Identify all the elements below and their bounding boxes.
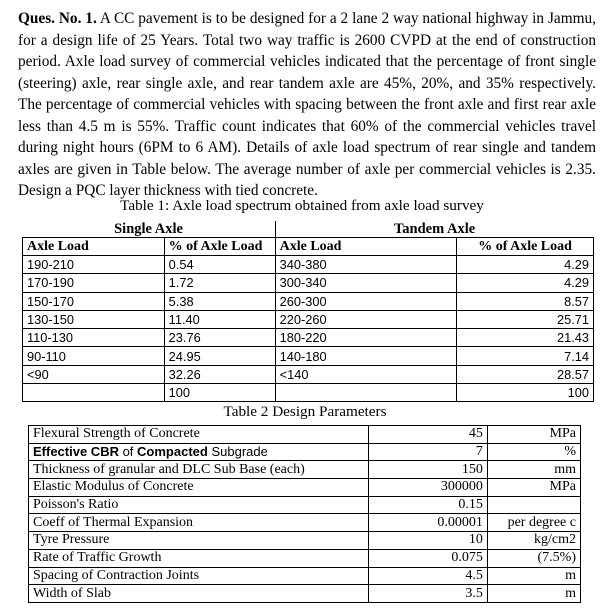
param-cell: Flexural Strength of Concrete (29, 426, 369, 444)
table-row (29, 479, 581, 497)
param-cell: Tyre Pressure (29, 532, 369, 550)
cell: 140-180 (275, 347, 457, 365)
table1-caption: Table 1: Axle load spectrum obtained from axle load survey (120, 197, 484, 214)
table-row (23, 292, 594, 310)
cell: 340-380 (275, 256, 457, 274)
param-cell (29, 443, 369, 461)
param-text: Subgrade (207, 444, 268, 460)
unit-cell: per degree c (487, 514, 580, 532)
value-cell: 7 (368, 443, 487, 461)
unit-cell: % (487, 443, 580, 461)
cell: 21.43 (457, 329, 594, 347)
param-cell: Elastic Modulus of Concrete (29, 479, 369, 497)
cell: 4.29 (457, 274, 594, 292)
unit-cell: MPa (487, 426, 580, 444)
param-text: of (118, 444, 138, 460)
value-cell: 150 (368, 461, 487, 479)
table-row (29, 461, 581, 479)
total-row (23, 384, 594, 402)
value-cell: 300000 (368, 479, 487, 497)
cell: 170-190 (23, 274, 165, 292)
question-label: Ques. No. 1. (18, 10, 97, 27)
param-cell: Thickness of granular and DLC Sub Base (each) (29, 461, 369, 479)
table-row (29, 549, 581, 567)
axle-load-spectrum-table (22, 221, 594, 402)
cell: 32.26 (164, 365, 275, 383)
table-row (29, 426, 581, 444)
value-cell: 0.15 (368, 496, 487, 514)
param-cell: Poisson's Ratio (29, 496, 369, 514)
table-row (23, 310, 594, 328)
cell: 0.54 (164, 256, 275, 274)
table-row (23, 365, 594, 383)
cell: 4.29 (457, 256, 594, 274)
value-cell: 0.00001 (368, 514, 487, 532)
unit-cell: (7.5%) (487, 549, 580, 567)
table-row (29, 567, 581, 585)
value-cell: 3.5 (368, 585, 487, 603)
cell: 100 (457, 384, 594, 402)
param-bold-text: Effective CBR (33, 444, 119, 460)
cell: 100 (164, 384, 275, 402)
cell: 150-170 (23, 292, 165, 310)
cell: 220-260 (275, 310, 457, 328)
cell: 90-110 (23, 347, 165, 365)
value-cell: 0.075 (368, 549, 487, 567)
cell: 5.38 (164, 292, 275, 310)
col-header: % of Axle Load (457, 238, 594, 256)
table-row (29, 496, 581, 514)
table-row (29, 443, 581, 461)
value-cell: 4.5 (368, 567, 487, 585)
col-header: % of Axle Load (164, 238, 275, 256)
param-bold-text: Compacted (137, 444, 208, 460)
table-row (23, 329, 594, 347)
table2-caption: Table 2 Design Parameters (223, 403, 387, 420)
cell (23, 384, 165, 402)
param-cell: Width of Slab (29, 585, 369, 603)
unit-cell: m (487, 585, 580, 603)
cell (275, 384, 457, 402)
question-paragraph (18, 8, 596, 202)
question-text: A CC pavement is to be designed for a 2 lane 2 way national highway in Jammu, for a design life of 25 Years. Total two way traffic is 2600 CVPD at the end of construction period. Axle load survey of commercial vehicles indicated that the percentage of front single (steering) axle, rear single axle, and rear tandem axle are 45%, 20%, and 35% respectively. The percentage of commercial vehicles with spacing between the front axle and first rear axle less than 4.5 m is 55%. Traffic count indicates that 60% of the commercial vehicles travel during night hours (6PM to 6 AM). Details of axle load spectrum of rear single and tandem axles are given in Table below. The average number of axle per commercial vehicles is 2.35. Design a PQC layer thickness with tied concrete. (18, 10, 596, 199)
cell: 260-300 (275, 292, 457, 310)
col-header: Axle Load (275, 238, 457, 256)
cell: 25.71 (457, 310, 594, 328)
unit-cell: mm (487, 461, 580, 479)
cell: 110-130 (23, 329, 165, 347)
cell: <140 (275, 365, 457, 383)
param-cell: Rate of Traffic Growth (29, 549, 369, 567)
cell: 190-210 (23, 256, 165, 274)
cell: 7.14 (457, 347, 594, 365)
table-row (29, 532, 581, 550)
value-cell: 10 (368, 532, 487, 550)
cell: 1.72 (164, 274, 275, 292)
col-header: Axle Load (23, 238, 165, 256)
cell: 300-340 (275, 274, 457, 292)
unit-cell (487, 496, 580, 514)
cell: 11.40 (164, 310, 275, 328)
table-row (29, 514, 581, 532)
single-axle-group-header: Single Axle (23, 221, 276, 238)
table-row (23, 274, 594, 292)
unit-cell: kg/cm2 (487, 532, 580, 550)
unit-cell: m (487, 567, 580, 585)
cell: 23.76 (164, 329, 275, 347)
cell: <90 (23, 365, 165, 383)
cell: 130-150 (23, 310, 165, 328)
unit-cell: MPa (487, 479, 580, 497)
tandem-axle-group-header: Tandem Axle (275, 221, 593, 238)
table-row (29, 585, 581, 603)
table-row (23, 256, 594, 274)
cell: 24.95 (164, 347, 275, 365)
param-cell: Spacing of Contraction Joints (29, 567, 369, 585)
cell: 28.57 (457, 365, 594, 383)
param-cell: Coeff of Thermal Expansion (29, 514, 369, 532)
cell: 8.57 (457, 292, 594, 310)
design-parameters-table (28, 425, 581, 603)
table-row (23, 347, 594, 365)
cell: 180-220 (275, 329, 457, 347)
value-cell: 45 (368, 426, 487, 444)
